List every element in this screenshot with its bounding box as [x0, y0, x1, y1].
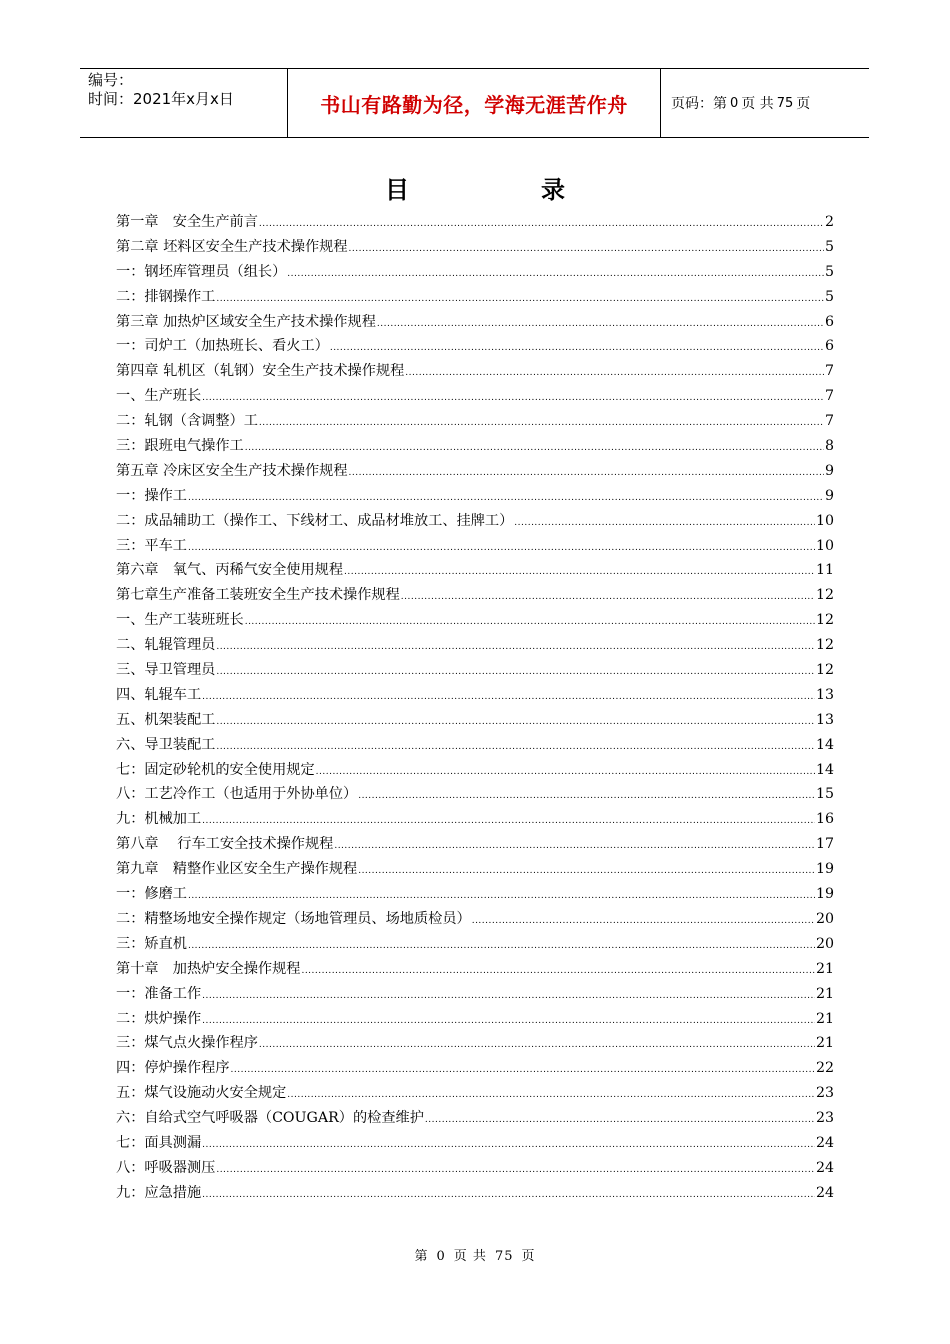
- page-footer: [0, 1245, 950, 1264]
- toc-leader-dots: [202, 685, 815, 710]
- toc-entry[interactable]: [116, 807, 834, 832]
- toc-entry-page: 20: [815, 935, 834, 952]
- toc-entry[interactable]: [116, 534, 834, 559]
- toc-entry[interactable]: [116, 758, 834, 783]
- toc-entry-page: 21: [815, 1035, 834, 1052]
- toc-leader-dots: [216, 635, 815, 660]
- toc-entry-page: 15: [815, 786, 834, 803]
- toc-entry-label: 第五章 冷床区安全生产技术操作规程: [116, 462, 348, 479]
- toc-entry-page: 6: [824, 313, 834, 330]
- toc-entry-label: 三：平车工: [116, 537, 187, 554]
- toc-entry[interactable]: [116, 733, 834, 758]
- document-time-label: 时间：2021年x月x日: [88, 90, 234, 108]
- toc-entry-page: 23: [815, 1110, 834, 1127]
- toc-entry-label: 二、轧辊管理员: [116, 637, 216, 654]
- toc-leader-dots: [259, 1033, 815, 1058]
- toc-title-part1: 目: [385, 176, 409, 204]
- toc-entry-label: 三、导卫管理员: [116, 662, 216, 679]
- toc-entry-page: 9: [824, 487, 834, 504]
- toc-entry[interactable]: [116, 434, 834, 459]
- toc-entry-label: 三：矫直机: [116, 935, 187, 952]
- toc-entry[interactable]: [116, 683, 834, 708]
- toc-entry[interactable]: [116, 957, 834, 982]
- header-page-total: 75: [776, 95, 794, 111]
- header-motto: 书山有路勤为径，学海无涯苦作舟: [288, 69, 661, 137]
- toc-entry-page: 7: [824, 363, 834, 380]
- toc-entry-label: 一、生产班长: [116, 388, 202, 405]
- toc-entry-label: 四、轧辊车工: [116, 686, 202, 703]
- toc-entry-page: 10: [815, 512, 834, 529]
- toc-entry-page: 24: [815, 1134, 834, 1151]
- toc-entry[interactable]: [116, 334, 834, 359]
- header-page-info: [661, 69, 869, 137]
- header-page-prefix: 页码：第: [671, 96, 727, 112]
- toc-entry-page: 21: [815, 1010, 834, 1027]
- toc-entry-label: 四：停炉操作程序: [116, 1060, 230, 1077]
- toc-entry[interactable]: [116, 907, 834, 932]
- toc-entry-label: 第八章 行车工安全技术操作规程: [116, 836, 334, 853]
- toc-entry[interactable]: [116, 409, 834, 434]
- toc-leader-dots: [287, 262, 824, 287]
- toc-entry-label: 三：跟班电气操作工: [116, 438, 244, 455]
- toc-entry-label: 三：煤气点火操作程序: [116, 1035, 258, 1052]
- toc-entry-page: 10: [815, 537, 834, 554]
- toc-leader-dots: [259, 411, 824, 436]
- toc-entry-label: 二：烘炉操作: [116, 1010, 202, 1027]
- toc-entry[interactable]: [116, 1081, 834, 1106]
- toc-leader-dots: [216, 710, 815, 735]
- toc-leader-dots: [425, 1108, 815, 1133]
- toc-entry[interactable]: [116, 1031, 834, 1056]
- toc-entry-page: 12: [815, 637, 834, 654]
- toc-entry-page: 11: [815, 562, 834, 579]
- toc-entry-label: 一：修磨工: [116, 886, 187, 903]
- toc-entry[interactable]: [116, 1131, 834, 1156]
- toc-leader-dots: [344, 560, 815, 585]
- toc-entry[interactable]: [116, 982, 834, 1007]
- toc-entry-label: 第三章 加热炉区域安全生产技术操作规程: [116, 313, 376, 330]
- toc-entry-label: 八：呼吸器测压: [116, 1159, 216, 1176]
- toc-leader-dots: [188, 486, 824, 511]
- toc-entry-label: 一：钢坯库管理员（组长）: [116, 263, 287, 280]
- toc-entry-page: 7: [824, 413, 834, 430]
- footer-mid: 页 共: [453, 1249, 487, 1264]
- toc-entry-label: 二：排钢操作工: [116, 288, 216, 305]
- toc-entry-page: 16: [815, 811, 834, 828]
- toc-entry-label: 六、导卫装配工: [116, 736, 216, 753]
- toc-entry[interactable]: [116, 260, 834, 285]
- toc-entry-page: 19: [815, 861, 834, 878]
- toc-entry-label: 五、机架装配工: [116, 711, 216, 728]
- toc-entry-page: 9: [824, 462, 834, 479]
- toc-entry-page: 13: [815, 711, 834, 728]
- toc-entry[interactable]: [116, 484, 834, 509]
- toc-title-part2: 录: [541, 176, 565, 204]
- toc-entry-label: 一：准备工作: [116, 985, 202, 1002]
- toc-entry[interactable]: [116, 608, 834, 633]
- table-of-contents: [116, 210, 834, 1206]
- toc-title: [0, 170, 950, 205]
- toc-leader-dots: [188, 884, 815, 909]
- toc-entry[interactable]: [116, 932, 834, 957]
- toc-entry-label: 七：固定砂轮机的安全使用规定: [116, 761, 315, 778]
- toc-entry[interactable]: [116, 310, 834, 335]
- footer-current: 0: [436, 1249, 446, 1264]
- toc-leader-dots: [202, 1183, 815, 1208]
- toc-entry-page: 21: [815, 985, 834, 1002]
- toc-entry-label: 九：应急措施: [116, 1184, 202, 1201]
- toc-leader-dots: [514, 511, 815, 536]
- toc-entry-page: 13: [815, 686, 834, 703]
- toc-leader-dots: [202, 809, 815, 834]
- toc-leader-dots: [202, 1009, 815, 1034]
- toc-leader-dots: [202, 984, 815, 1009]
- toc-entry-label: 二：成品辅助工（操作工、下线材工、成品材堆放工、挂牌工）: [116, 512, 514, 529]
- toc-leader-dots: [334, 834, 815, 859]
- toc-leader-dots: [216, 735, 815, 760]
- toc-entry-page: 14: [815, 736, 834, 753]
- toc-entry[interactable]: [116, 1156, 834, 1181]
- toc-entry-label: 一：操作工: [116, 487, 187, 504]
- toc-entry-label: 第二章 坯料区安全生产技术操作规程: [116, 238, 348, 255]
- toc-entry-page: 5: [824, 263, 834, 280]
- toc-entry[interactable]: [116, 210, 834, 235]
- toc-entry[interactable]: [116, 235, 834, 260]
- toc-entry[interactable]: [116, 359, 834, 384]
- document-number-label: 编号：: [88, 71, 134, 89]
- toc-leader-dots: [377, 312, 824, 337]
- toc-entry-label: 第九章 精整作业区安全生产操作规程: [116, 861, 358, 878]
- toc-entry[interactable]: [116, 1056, 834, 1081]
- toc-leader-dots: [259, 212, 824, 237]
- footer-suffix: 页: [521, 1249, 536, 1264]
- footer-total: 75: [494, 1249, 514, 1264]
- toc-entry[interactable]: [116, 384, 834, 409]
- toc-entry[interactable]: [116, 1007, 834, 1032]
- toc-leader-dots: [287, 1083, 815, 1108]
- toc-entry-page: 12: [815, 612, 834, 629]
- toc-leader-dots: [231, 1058, 815, 1083]
- toc-leader-dots: [349, 461, 824, 486]
- toc-entry-label: 七：面具测漏: [116, 1134, 202, 1151]
- toc-leader-dots: [202, 1133, 815, 1158]
- toc-leader-dots: [349, 237, 824, 262]
- footer-prefix: 第: [414, 1249, 429, 1264]
- toc-entry[interactable]: [116, 782, 834, 807]
- header-page-suffix: 页: [796, 96, 811, 112]
- toc-entry-label: 第六章 氧气、丙稀气安全使用规程: [116, 562, 344, 579]
- toc-leader-dots: [216, 287, 824, 312]
- toc-entry-label: 一：司炉工（加热班长、看火工）: [116, 338, 329, 355]
- toc-leader-dots: [301, 959, 814, 984]
- toc-entry-page: 6: [824, 338, 834, 355]
- toc-entry-page: 5: [824, 238, 834, 255]
- toc-leader-dots: [216, 1158, 815, 1183]
- toc-entry[interactable]: [116, 658, 834, 683]
- toc-entry-label: 二：轧钢（含调整）工: [116, 413, 258, 430]
- toc-entry-page: 17: [815, 836, 834, 853]
- toc-entry[interactable]: [116, 1181, 834, 1206]
- toc-entry[interactable]: [116, 708, 834, 733]
- toc-entry-page: 22: [815, 1060, 834, 1077]
- header-page-current: 0: [730, 95, 739, 111]
- toc-leader-dots: [330, 336, 824, 361]
- page-header: [80, 68, 869, 138]
- toc-entry-page: 12: [815, 662, 834, 679]
- toc-entry-label: 第七章生产准备工装班安全生产技术操作规程: [116, 587, 400, 604]
- toc-entry[interactable]: [116, 832, 834, 857]
- toc-leader-dots: [405, 361, 824, 386]
- toc-leader-dots: [358, 859, 815, 884]
- toc-entry[interactable]: [116, 882, 834, 907]
- toc-entry-label: 五：煤气设施动火安全规定: [116, 1085, 287, 1102]
- toc-entry-page: 7: [824, 388, 834, 405]
- toc-entry-page: 12: [815, 587, 834, 604]
- toc-entry-page: 24: [815, 1184, 834, 1201]
- toc-leader-dots: [188, 934, 815, 959]
- toc-entry[interactable]: [116, 509, 834, 534]
- toc-entry-page: 5: [824, 288, 834, 305]
- toc-entry-label: 第十章 加热炉安全操作规程: [116, 960, 301, 977]
- toc-entry-page: 24: [815, 1159, 834, 1176]
- toc-entry-label: 八：工艺冷作工（也适用于外协单位）: [116, 786, 358, 803]
- toc-leader-dots: [358, 784, 815, 809]
- header-meta: [80, 69, 288, 137]
- toc-leader-dots: [401, 585, 815, 610]
- toc-entry-page: 21: [815, 960, 834, 977]
- toc-entry-page: 8: [824, 438, 834, 455]
- toc-entry[interactable]: [116, 633, 834, 658]
- toc-entry-label: 二：精整场地安全操作规定（场地管理员、场地质检员）: [116, 910, 471, 927]
- toc-leader-dots: [202, 386, 824, 411]
- toc-entry-page: 2: [824, 214, 834, 230]
- toc-entry-page: 23: [815, 1085, 834, 1102]
- header-page-mid: 页 共: [741, 96, 774, 112]
- toc-entry-page: 19: [815, 886, 834, 903]
- toc-entry[interactable]: [116, 285, 834, 310]
- toc-entry[interactable]: [116, 857, 834, 882]
- toc-entry-label: 九：机械加工: [116, 811, 202, 828]
- toc-leader-dots: [245, 436, 824, 461]
- toc-entry-label: 第一章 安全生产前言: [116, 214, 258, 230]
- toc-entry-label: 第四章 轧机区（轧钢）安全生产技术操作规程: [116, 363, 405, 380]
- toc-leader-dots: [188, 536, 815, 561]
- toc-entry-page: 14: [815, 761, 834, 778]
- toc-leader-dots: [316, 760, 815, 785]
- toc-leader-dots: [472, 909, 815, 934]
- toc-entry[interactable]: [116, 1106, 834, 1131]
- toc-entry-label: 一、生产工装班班长: [116, 612, 244, 629]
- toc-entry-label: 六：自给式空气呼吸器（COUGAR）的检查维护: [116, 1110, 424, 1127]
- toc-leader-dots: [245, 610, 815, 635]
- toc-entry[interactable]: [116, 558, 834, 583]
- toc-entry[interactable]: [116, 583, 834, 608]
- toc-entry-page: 20: [815, 910, 834, 927]
- toc-entry[interactable]: [116, 459, 834, 484]
- toc-leader-dots: [216, 660, 815, 685]
